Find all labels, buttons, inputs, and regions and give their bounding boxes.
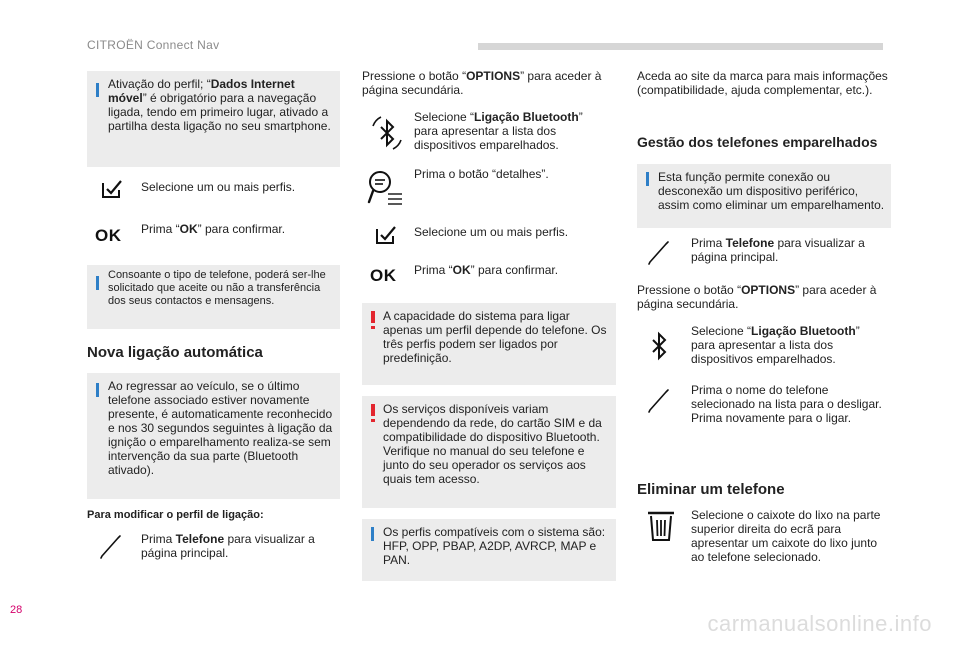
section-heading: Eliminar um telefone bbox=[637, 481, 785, 498]
warning-marker-dot bbox=[371, 326, 375, 329]
ok-icon: OK bbox=[370, 266, 397, 285]
info-marker-icon bbox=[371, 527, 374, 541]
info-box-management bbox=[637, 164, 891, 228]
step-press-ok: Prima “OK” para confirmar. bbox=[414, 263, 559, 277]
info-text: Ativação do perfil; “Dados Internet móvel” é obrigatório para a navegação ligada, tendo em primeiro lugar, ativado a partilha desta ligação no seu smartphone. bbox=[108, 77, 331, 133]
checkbox-icon bbox=[374, 224, 398, 246]
watermark: carmanualsonline.info bbox=[707, 611, 932, 636]
header-bar bbox=[478, 43, 883, 50]
site-intro: Aceda ao site da marca para mais informações (compatibilidade, ajuda complementar, etc.). bbox=[637, 69, 888, 97]
warning-box-services bbox=[362, 396, 616, 508]
step-select-profiles: Selecione um ou mais perfis. bbox=[141, 180, 296, 194]
step-press-telefone: Prima Telefone para visualizar a página principal. bbox=[691, 236, 865, 264]
info-marker-icon bbox=[646, 172, 649, 186]
subheading: Para modificar o perfil de ligação: bbox=[87, 509, 264, 521]
info-box-profiles bbox=[362, 519, 616, 581]
warning-text: Os serviços disponíveis variam dependendo da rede, do cartão SIM e da compatibilidade do dispositivo Bluetooth. Verifique no manual do seu telefone e junto do seu operador os serviços aos quais tem acesso. bbox=[383, 402, 602, 486]
step-select-bluetooth: Selecione “Ligação Bluetooth” para apresentar a lista dos dispositivos emparelhados. bbox=[414, 110, 583, 152]
info-marker-icon bbox=[96, 83, 99, 97]
warning-marker-dot bbox=[371, 419, 375, 422]
step-press-telefone: Prima Telefone para visualizar a página principal. bbox=[141, 532, 315, 560]
info-marker-icon bbox=[96, 276, 99, 290]
info-text: Esta função permite conexão ou desconexão um dispositivo periférico, assim como eliminar um emparelhamento. bbox=[658, 170, 885, 212]
options-intro: Pressione o botão “OPTIONS” para aceder à página secundária. bbox=[362, 69, 602, 97]
info-marker-icon bbox=[96, 383, 99, 397]
trash-icon bbox=[646, 509, 676, 543]
step-press-details: Prima o botão “detalhes”. bbox=[414, 167, 549, 181]
options-text: Pressione o botão “OPTIONS” para aceder à página secundária. bbox=[637, 283, 877, 311]
warning-box-profile bbox=[362, 303, 616, 385]
pencil-icon bbox=[98, 534, 124, 560]
step-select-bluetooth: Selecione “Ligação Bluetooth” para apresentar a lista dos dispositivos emparelhados. bbox=[691, 324, 860, 366]
step-press-ok: Prima “OK” para confirmar. bbox=[141, 222, 286, 236]
info-text: Os perfis compatíveis com o sistema são: HFP, OPP, PBAP, A2DP, AVRCP, MAP e PAN. bbox=[383, 525, 606, 567]
section-heading: Gestão dos telefones emparelhados bbox=[637, 134, 878, 150]
step-select-trash: Selecione o caixote do lixo na parte superior direita do ecrã para apresentar um caixote do lixo junto ao telefone selecionado. bbox=[691, 508, 881, 564]
warning-text: A capacidade do sistema para ligar apenas um perfil depende do telefone. Os três perfis podem ser ligados por predefinição. bbox=[383, 309, 607, 365]
pencil-icon bbox=[646, 388, 672, 414]
info-text: Consoante o tipo de telefone, poderá ser-lhe solicitado que aceite ou não a transferência dos seus contactos e mensagens. bbox=[108, 269, 326, 307]
header-title: CITROËN Connect Nav bbox=[87, 38, 220, 52]
step-select-profiles: Selecione um ou mais perfis. bbox=[414, 225, 569, 239]
checkbox-icon bbox=[100, 178, 124, 200]
magnifier-list-icon bbox=[366, 168, 406, 210]
pencil-icon bbox=[646, 240, 672, 266]
warning-marker-icon bbox=[371, 404, 375, 416]
warning-marker-icon bbox=[371, 311, 375, 323]
info-box-dados bbox=[87, 71, 340, 167]
page-number: 28 bbox=[10, 604, 23, 616]
info-box-auto bbox=[87, 373, 340, 499]
info-text: Ao regressar ao veículo, se o último telefone associado estiver novamente presente, é automaticamente reconhecido e nos 30 segundos seguintes à ligação da ignição o emparelhamento realiza-se sem intervenção da sua parte (Bluetooth ativado). bbox=[108, 379, 333, 477]
step-press-phone-name: Prima o nome do telefone selecionado na lista para o desligar. Prima novamente para o ligar. bbox=[691, 383, 882, 425]
bluetooth-icon bbox=[367, 112, 407, 154]
section-heading: Nova ligação automática bbox=[87, 344, 263, 361]
bluetooth-icon bbox=[648, 330, 672, 364]
info-box-transfer bbox=[87, 265, 340, 329]
ok-icon: OK bbox=[95, 226, 122, 245]
